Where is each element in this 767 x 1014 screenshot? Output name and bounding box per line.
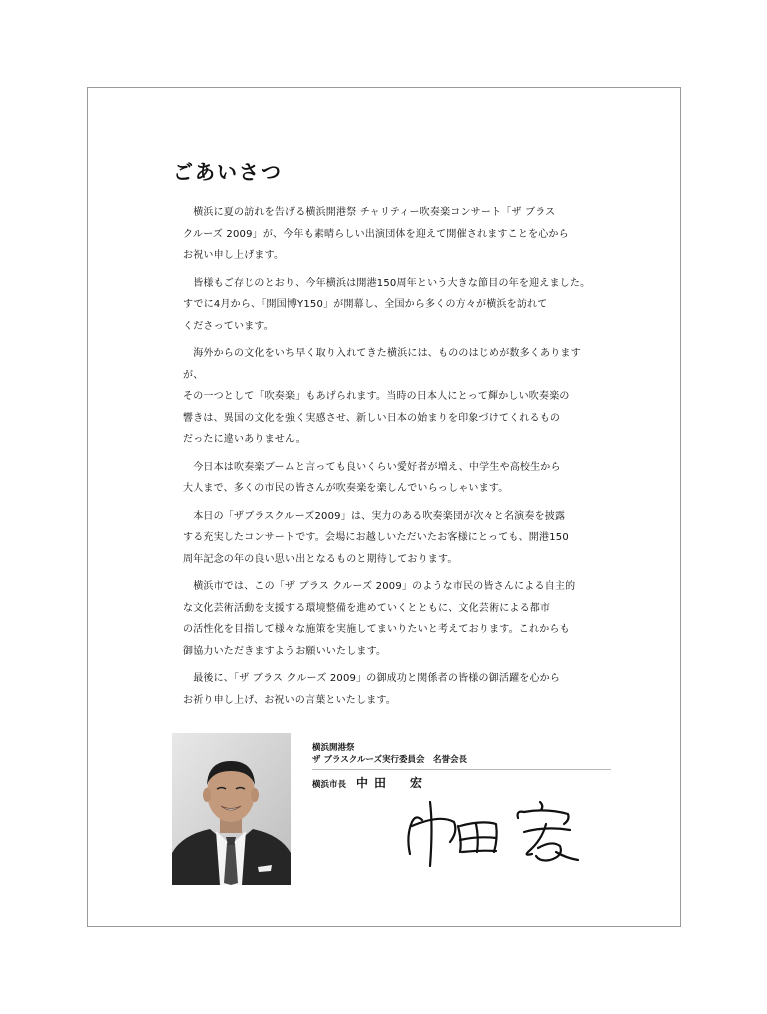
paragraph-4: 今日本は吹奏楽ブームと言っても良いくらい愛好者が増え、中学生や高校生から 大人まで、多くの市民の皆さんが吹奏楽を楽しんでいらっしゃいます。: [183, 461, 561, 494]
mayor-name-row: [312, 774, 611, 791]
paragraph-2: 皆様もご存じのとおり、今年横浜は開港150周年という大きな節目の年を迎えました。 すでに4月から、「開国博Y150」が開幕し、全国から多くの方々が横浜を訪れて くださっています。: [183, 277, 591, 332]
mayor-name: 中田 宏: [356, 776, 429, 790]
signature-block: [312, 742, 611, 791]
greeting-body: [183, 202, 593, 717]
signature-divider: [312, 769, 611, 770]
paragraph-7: 最後に、「ザ ブラス クルーズ 2009」の御成功と関係者の皆様の御活躍を心から お祈り申し上げ、お祝いの言葉といたします。: [183, 673, 561, 706]
organization-line-2: ザ ブラスクルーズ実行委員会 名誉会長: [312, 755, 468, 765]
greeting-title: ごあいさつ: [173, 160, 283, 184]
paragraph-1: 横浜に夏の訪れを告げる横浜開港祭 チャリティー吹奏楽コンサート「ザ ブラス クルーズ 2009」が、今年も素晴らしい出演団体を迎えて開催されますことを心から お祝い申し上げます。: [183, 207, 569, 261]
portrait-illustration: [172, 733, 291, 885]
paragraph-6: 横浜市では、この「ザ ブラス クルーズ 2009」のような市民の皆さんによる自主的 な文化芸術活動を支援する環境整備を進めていくとともに、文化芸術による都市 の活性化を目指して様々な施策を実施してまいりたいと考えております。これからも 御協力いただきますようお願いいたします。: [183, 581, 576, 657]
handwritten-signature: [400, 796, 580, 872]
organization-line-1: 横浜開港祭: [312, 743, 355, 753]
mayor-portrait-photo: [172, 733, 291, 885]
paragraph-5: 本日の「ザブラスクルーズ2009」は、実力のある吹奏楽団が次々と名演奏を披露 する充実したコンサートです。会場にお越しいただいたお客様にとっても、開港150 周年記念の年の良い思い出となるものと期待しております。: [183, 510, 569, 565]
mayor-title: 横浜市長: [312, 780, 347, 790]
paragraph-3: 海外からの文化をいち早く取り入れてきた横浜には、もののはじめが数多くありますが、 その一つとして「吹奏楽」もあげられます。当時の日本人にとって輝かしい吹奏楽の 響きは、異国の文化を強く実感させ、新しい日本の始まりを印象づけてくれるもの だったに違いありません。: [183, 348, 581, 445]
